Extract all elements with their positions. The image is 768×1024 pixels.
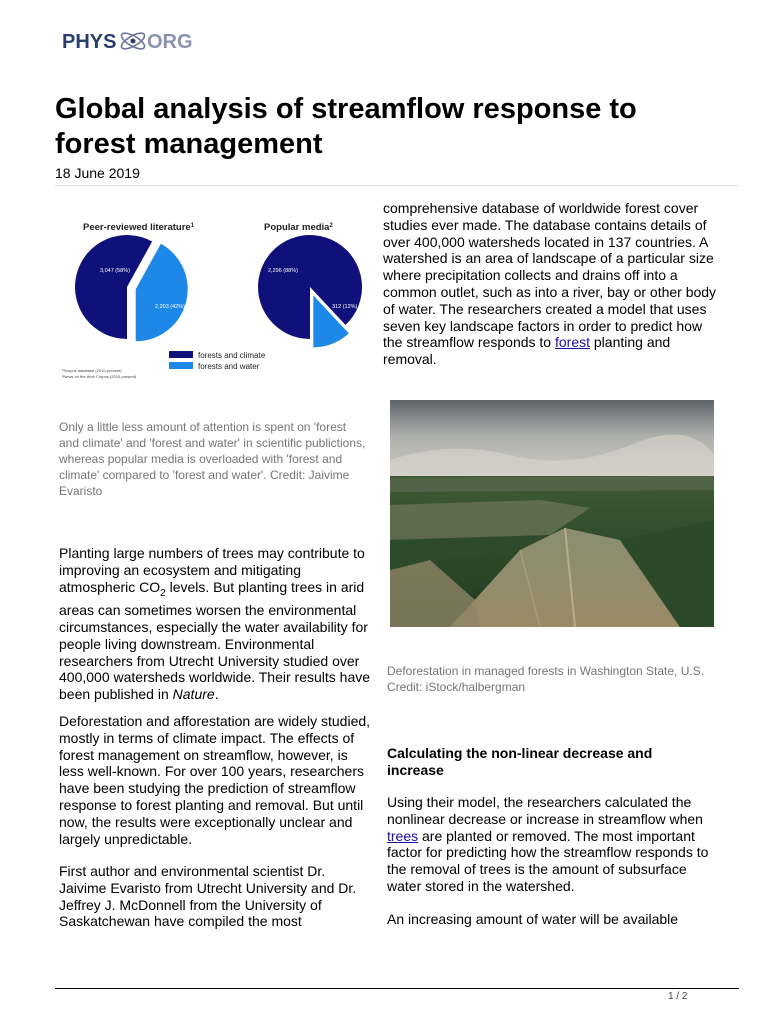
forest-link[interactable]: forest [554, 334, 590, 351]
article-title: Global analysis of streamflow response to forest management [55, 93, 637, 160]
figure-caption: Only a little less amount of attention is spent on 'forest and climate' and 'forest and water' in scientific publictions, whereas popular media is overloaded with 'forest and climate' compared to 'forest and water'. Credit: Jaivime Evaristo [59, 420, 366, 498]
svg-text:Popular media2 [264, 222, 333, 233]
paragraph-4: comprehensive database of worldwide forest cover studies ever made. The database contains details of over 400,000 watersheds located in 137 countries. A watershed is an area of landscape of a particular size where precipitation collects and drains off into a common outlet, such as into a river, bay or other body of water. The researchers created a model that uses seven key landscape factors in order to predict how the streamflow responds to forest planting and removal. [383, 200, 717, 368]
left-water-label: 2,203 (42%) [155, 304, 185, 310]
photo-caption: Deforestation in managed forests in Washington State, U.S. Credit: iStock/halbergman [387, 664, 705, 694]
logo-text-phys: PHYS [62, 31, 117, 53]
right-water-label: 312 (12%) [332, 304, 358, 310]
svg-text:Peer-reviewed literature1 [83, 222, 195, 233]
paragraph-6: An increasing amount of water will be available [387, 911, 679, 927]
trees-link[interactable]: trees [387, 827, 419, 844]
legend-climate-swatch [169, 351, 193, 358]
left-chart-sup: 1 [190, 223, 195, 229]
pie-popular-media [258, 235, 362, 347]
left-chart-title: Peer-reviewed literature [83, 222, 191, 233]
paragraph-3: First author and environmental scientist Dr. Jaivime Evaristo from Utrecht University and Dr. Jeffrey J. McDonnell from the University of Saskatchewan have compiled the most [59, 863, 357, 930]
paragraph-5: Using their model, the researchers calculated the nonlinear decrease or increase in streamflow when trees are planted or removed. The most important factor for predicting how the streamflow responds to the removal of trees is the amount of subsurface water stored in the watershed. [387, 794, 709, 894]
paragraph-1: Planting large numbers of trees may contribute to improving an ecosystem and mitigating atmospheric $CO_2$ levels. But planting trees in arid areas can sometimes worsen the environmental circumstances, especially the water availability for people living downstream. Environmental researchers from Utrecht University studied over 400,000 watersheds worldwide. Their results have been published in Nature. [59, 545, 371, 703]
right-chart-title: Popular media [264, 222, 330, 233]
pie-slice-forests-and-water [136, 244, 188, 342]
figure-footnote-2: ²News on the Web Corpus (2010-present) [62, 374, 137, 379]
figure-footnote-1: ¹Scopus database (2010-present) [62, 368, 122, 373]
logo-text-org: ORG [147, 31, 193, 53]
deforestation-photo [390, 400, 714, 627]
page-number: 1 / 2 [668, 991, 688, 1002]
pie-slice-forests-and-climate [258, 235, 362, 339]
attention-pie-figure [55, 205, 365, 395]
footer-divider [55, 988, 739, 989]
phys-org-logo[interactable] [62, 24, 202, 58]
pie-peer-reviewed [75, 235, 188, 341]
left-climate-label: 3,047 (58%) [100, 268, 130, 274]
paragraph-2: Deforestation and afforestation are widely studied, mostly in terms of climate impact. The effects of forest management on streamflow, however, is less well-known. For over 100 years, researchers have been studying the prediction of streamflow response to forest planting and removal. But until now, the results were exceptionally unclear and largely unpredictable. [59, 713, 371, 847]
legend-water-swatch [169, 362, 193, 369]
right-chart-sup: 2 [329, 223, 333, 229]
header-divider [55, 185, 739, 186]
right-climate-label: 2,296 (88%) [268, 268, 298, 274]
atom-icon [119, 30, 147, 52]
article-date: 18 June 2019 [55, 165, 140, 181]
legend-water-label: forests and water [198, 362, 260, 371]
legend-climate-label: forests and climate [198, 351, 266, 360]
section-heading: Calculating the non-linear decrease and increase [387, 745, 653, 778]
